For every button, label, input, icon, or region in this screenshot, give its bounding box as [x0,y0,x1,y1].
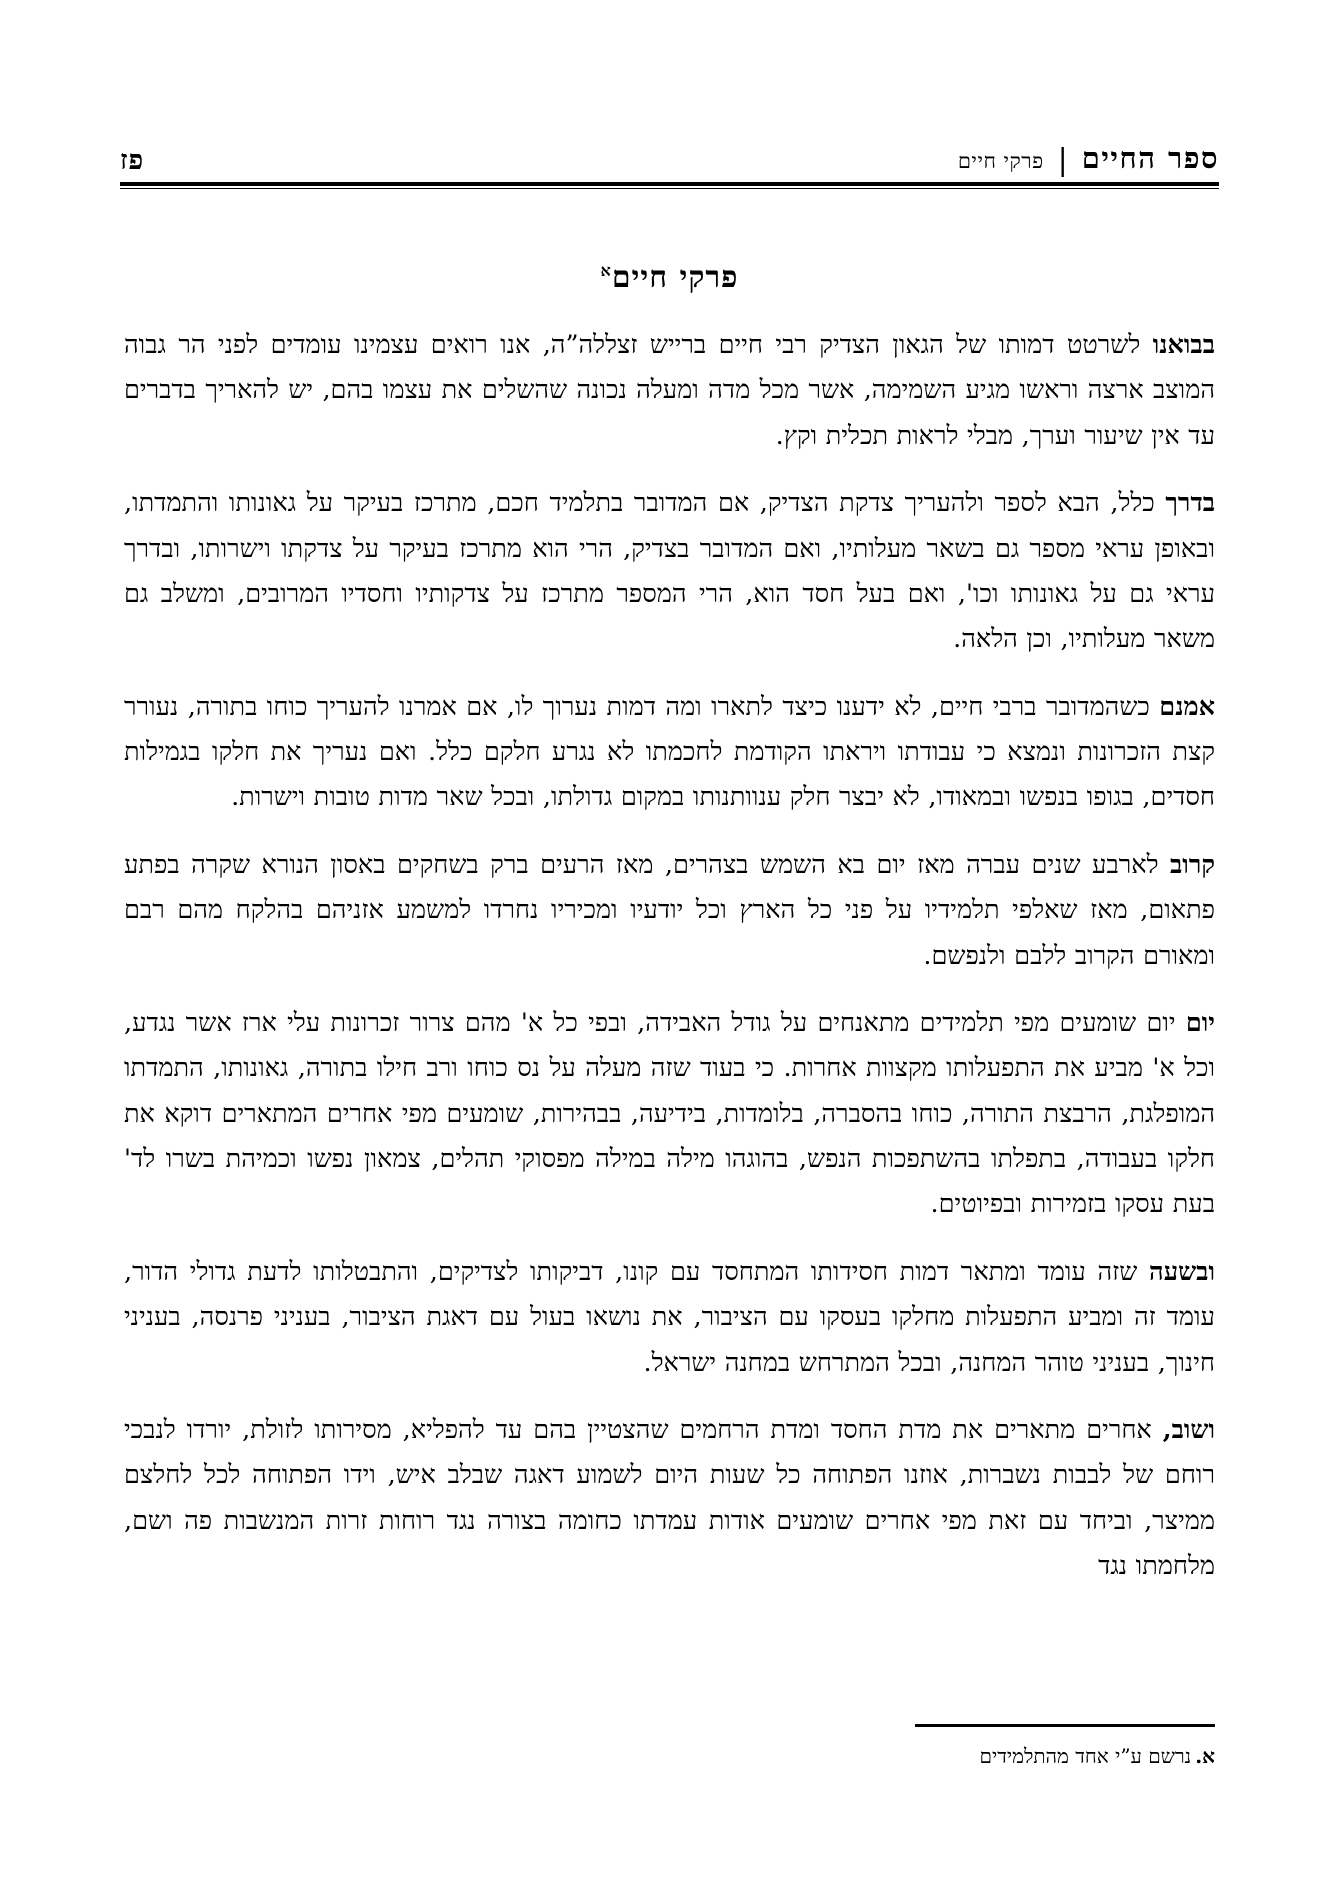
paragraph-5 [124,1001,1215,1228]
section-title: פרקי חיים [957,149,1044,173]
paragraph-body: כשהמדובר ברבי חיים, לא ידענו כיצד לתארו ומה דמות נערוך לו, אם אמרנו להעריך כוחו בתורה, נעורר קצת הזכרונות ונמצא כי עבודתו ויראתו הקודמת לחכמתו לא נגרע חלקם כלל. ואם נעריך את חלקו בגמילות חסדים, בגופו בנפשו ובמאודו, לא יבצר חלק ענוותנותו במקום גדולתו, ובכל שאר מדות טובות וישרות. [124,691,1215,813]
footnote-area [124,1724,1215,1771]
paragraph-lead-word: ושוב, [1162,1414,1215,1445]
paragraph-body: כלל, הבא לספר ולהעריך צדקת הצדיק, אם המדובר בתלמיד חכם, מתרכז בעיקר על גאונותו והתמדתו, ובאופן עראי מספר גם בשאר מעלותיו, ואם המדובר בצדיק, הרי הוא מתרכז בעיקר על צדקתו וישרותו, ובדרך עראי גם על גאונותו וכו', ואם בעל חסד הוא, הרי המספר מתרכז על צדקותיו וחסדיו המרובים, ומשלב גם משאר מעלותיו, וכן הלאה. [124,488,1215,655]
page-title-text: פרקי חיים [611,260,739,295]
running-head [120,120,1219,176]
paragraph-lead-word: קרוב [1170,849,1215,880]
paragraph-lead-word: אמנם [1159,691,1215,722]
footnote-rule [915,1724,1215,1727]
paragraph-lead-word: בדרך [1165,488,1215,519]
page-number: פז [120,145,145,176]
paragraph-3 [124,685,1215,821]
page-title [124,260,1215,295]
paragraph-body: לשרטט דמותו של הגאון הצדיק רבי חיים ברייש זצללה”ה, אנו רואים עצמינו עומדים לפני הר גבוה המוצב ארצה וראשו מגיע השמימה, אשר מכל מדה ומעלה נכונה שהשלים את עצמו בהם, יש להאריך בדברים עד אין שיעור וערך, מבלי לראות תכלית וקץ. [124,330,1215,451]
paragraph-4 [124,843,1215,979]
paragraph-1 [124,323,1215,459]
paragraph-body: אחרים מתארים את מדת החסד ומדת הרחמים שהצטיין בהם עד להפליא, מסירותו לזולת, יורדו לנבכי רוחם של לבבות נשברות, אוזנו הפתוחה כל שעות היום לשמוע דאגה שבלב איש, וידו הפתוחה לכל לחלצם ממיצר, וביחד עם זאת מפי אחרים שומעים אודות עמדתו כחומה בצורה נגד רוחות זרות המנשבות פה ושם, מלחמתו נגד [124,1414,1215,1581]
paragraph-lead-word: ובשעה [1149,1256,1215,1287]
title-footnote-ref: א [600,261,611,280]
paragraph-2 [124,481,1215,663]
paragraph-body: לארבע שנים עברה מאז יום בא השמש בצהרים, מאז הרעים ברק בשחקים באסון הנורא שקרה בפתע פתאום, מאז שאלפי תלמידיו על פני כל הארץ וכל יודעיו ומכיריו נחרדו למשמע אזניהם בהלקח מהם רבם ומאורם הקרוב ללבם ולנפשם. [124,849,1215,971]
paragraph-lead-word: בבואנו [1152,330,1215,360]
paragraph-7 [124,1408,1215,1590]
paragraph-6 [124,1250,1215,1386]
header-separator: | [1057,143,1068,178]
paragraph-body: שזה עומד ומתאר דמות חסידותו המתחסד עם קונו, דביקותו לצדיקים, והתבטלותו לדעת גדולי הדור, עומד זה ומביע התפעלות מחלקו בעסקו עם הציבור, את נושאו בעול עם דאגת הציבור, בעניני פרנסה, בעניני חינוך, בעניני טוהר המחנה, ובכל המתרחש במחנה ישראל. [124,1256,1215,1378]
footnote-body: נרשם ע”י אחד מהתלמידים [979,1744,1192,1768]
book-title: ספר החיים [1081,141,1219,175]
running-head-title-group [958,141,1219,176]
paragraph-body: יום שומעים מפי תלמידים מתאנחים על גודל האבידה, ובפי כל א' מהם צרור זכרונות עלי ארז אשר נגדע, וכל א' מביע את התפעלותו מקצוות אחרות. כי בעוד שזה מעלה על נס כוחו ורב חילו בתורה, גאונותו, התמדתו המופלגת, הרבצת התורה, כוחו בהסברה, בלומדות, בידיעה, בבהירות, שומעים מפי אחרים המתארים דוקא את חלקו בעבודה, בתפלתו בהשתפכות הנפש, בהוגהו מילה במילה מפסוקי תהלים, צמאון נפשו וכמיהת בשרו לד' בעת עסקו בזמירות ובפיוטים. [124,1007,1215,1220]
footnote-1 [124,1741,1215,1771]
paragraph-lead-word: יום [1185,1007,1215,1038]
header-rule [120,182,1219,189]
text-column [124,240,1215,1589]
footnote-marker: א. [1195,1744,1215,1768]
